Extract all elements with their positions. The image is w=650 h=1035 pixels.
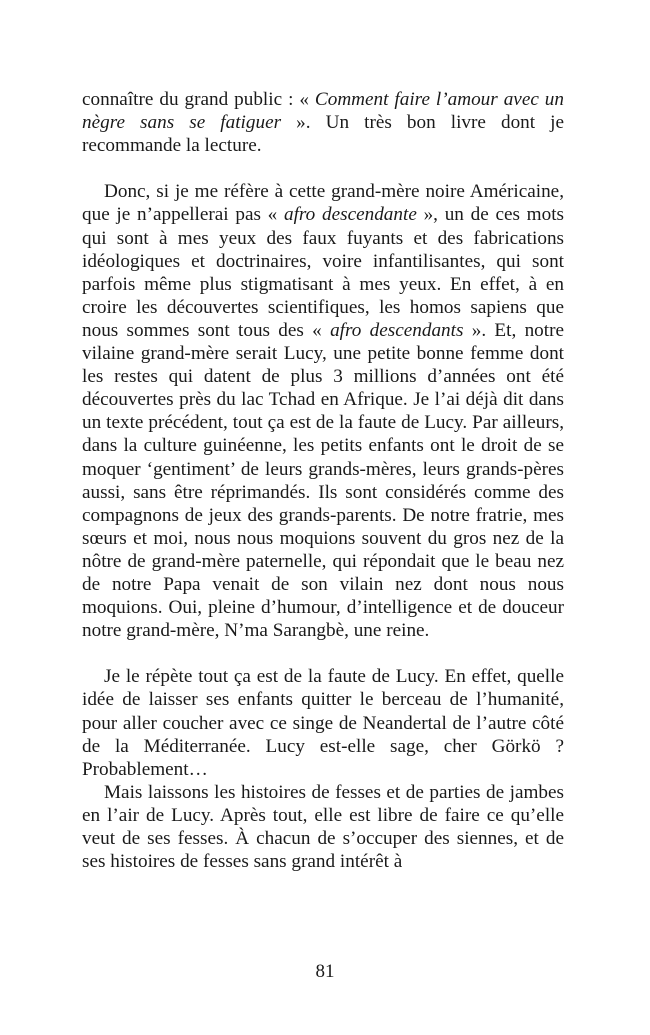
italic-term: afro descendants: [330, 319, 464, 341]
paragraph-2-text-mid: », un de ces mots qui sont à mes yeux des faux fuyants et des fabrications idéologiques et doctrinaires, voire infantilisantes, qui sont parfois même plus stigmatisant à mes yeux. En effet, à en croire les découvertes scientifiques, les homos sapiens que nous sommes sont tous des «: [82, 204, 564, 341]
paragraph-gap: [82, 157, 564, 180]
paragraph-1-text-end: ». Un très bon livre dont je recommande la lecture.: [82, 112, 565, 157]
paragraph-1: [82, 88, 564, 157]
paragraph-3: Je le répète tout ça est de la faute de Lucy. En effet, quelle idée de laisser ses enfants quitter le berceau de l’humanité, pour aller coucher avec ce singe de Neandertal de l’autre côté de la Méditerranée. Lucy est-elle sage, cher Görkö ? Probablement…: [82, 666, 564, 780]
paragraph-gap: [82, 642, 564, 665]
italic-term: afro descendante: [284, 204, 417, 226]
paragraph-4: Mais laissons les histoires de fesses et de parties de jambes en l’air de Lucy. Après tout, elle est libre de faire ce qu’elle veut de ses fesses. À chacun de s’occuper des siennes, et de ses histoires de fesses sans grand intérêt à: [82, 781, 564, 873]
paragraph-2-text: Donc, si je me réfère à cette grand-mère noire Américaine, que je n’appellerai pas «: [82, 181, 564, 226]
book-title: Comment faire l’amour avec un nègre sans se fatiguer: [82, 89, 564, 134]
page-body: [82, 88, 564, 873]
paragraph-2-text-end: ». Et, notre vilaine grand-mère serait Lucy, une petite bonne femme dont les restes qui datent de plus 3 millions d’années ont été découvertes près du lac Tchad en Afrique. Je l’ai déjà dit dans un texte précédent, tout ça est de la faute de Lucy. Par ailleurs, dans la culture guinéenne, les petits enfants ont le droit de se moquer ‘gentiment’ de leurs grands-mères, leurs grands-pères aussi, sans être réprimandés. Ils sont considérés comme des compagnons de jeux des grands-parents. De notre fratrie, mes sœurs et moi, nous nous moquions souvent du gros nez de la nôtre de grand-mère paternelle, qui répondait que le beau nez de notre Papa venait de son vilain nez dont nous nous moquions. Oui, pleine d’humour, d’intelligence et de douceur notre grand-mère, N’ma Sarangbè, une reine.: [82, 319, 564, 642]
page-number: 81: [315, 961, 335, 982]
paragraph-2: [82, 180, 564, 642]
paragraph-1-text: connaître du grand public : «: [82, 89, 315, 110]
